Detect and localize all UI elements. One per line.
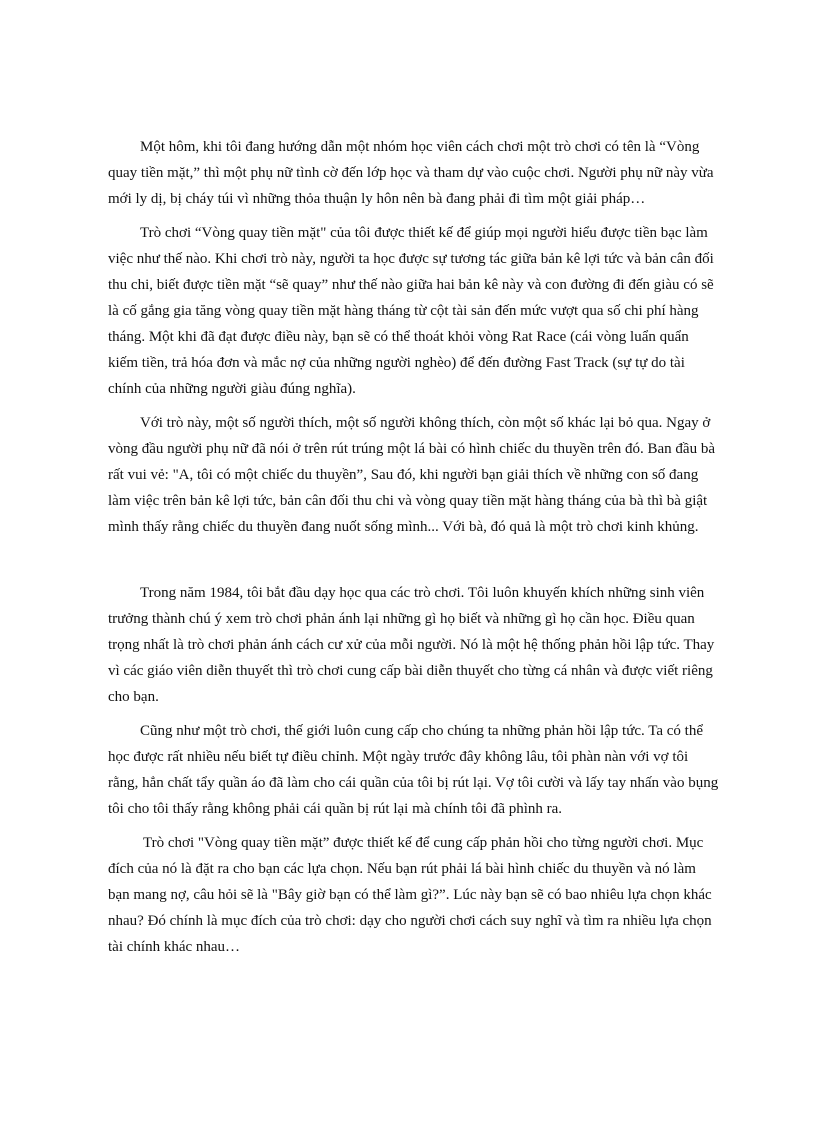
paragraph-world-feedback: Cũng như một trò chơi, thế giới luôn cung cấp cho chúng ta những phản hồi lập tức. Ta có thể học được rất nhiều nếu biết tự điều chỉnh. Một ngày trước đây không lâu, tôi phàn nàn với vợ tôi rằng, hẳn chất tẩy quần áo đã làm cho cái quần của tôi bị rút lại. Vợ tôi cười và lấy tay nhấn vào bụng tôi cho tôi thấy rằng không phải cái quần bị rút lại mà chính tôi đã phình ra. [108, 723, 719, 817]
paragraph-yacht-story: Với trò này, một số người thích, một số người không thích, còn một số khác lại bỏ qua. Ngay ở vòng đầu người phụ nữ đã nói ở trên rút trúng một lá bài có hình chiếc du thuyền trên đó. Ban đầu bà rất vui vẻ: "A, tôi có một chiếc du thuyền”, Sau đó, khi người bạn giải thích về những con số đang làm việc trên bản kê lợi tức, bản cân đối thu chi và vòng quay tiền mặt hàng tháng của bà thì bà giật mình thấy rằng chiếc du thuyền đang nuốt sống mình... Với bà, đó quả là một trò chơi kinh khủng. [108, 415, 715, 535]
paragraph-game-description: Trò chơi “Vòng quay tiền mặt" của tôi được thiết kế để giúp mọi người hiểu được tiền bạc làm việc như thế nào. Khi chơi trò này, người ta học được sự tương tác giữa bản kê lợi tức và bản cân đối thu chi, biết được tiền mặt “sẽ quay” như thế nào giữa hai bản kê này và con đường đi đến giàu có sẽ là cố gắng gia tăng vòng quay tiền mặt hàng tháng từ cột tài sản đến mức vượt qua số chi phí hàng tháng. Một khi đã đạt được điều này, bạn sẽ có thể thoát khỏi vòng Rat Race (cái vòng luẩn quẩn kiếm tiền, trả hóa đơn và mắc nợ của những người nghèo) để đến đường Fast Track (sự tự do tài chính của những người giàu đúng nghĩa). [108, 225, 714, 397]
paragraph-intro: Một hôm, khi tôi đang hướng dẫn một nhóm học viên cách chơi một trò chơi có tên là “Vòng quay tiền mặt,” thì một phụ nữ tình cờ đến lớp học và tham dự vào cuộc chơi. Người phụ nữ này vừa mới ly dị, bị cháy túi vì những thỏa thuận ly hôn nên bà đang phải đi tìm một giải pháp… [108, 139, 714, 207]
paragraph-game-purpose: Trò chơi "Vòng quay tiền mặt” được thiết kế để cung cấp phản hồi cho từng người chơi. Mục đích của nó là đặt ra cho bạn các lựa chọn. Nếu bạn rút phải lá bài hình chiếc du thuyền và nó làm bạn mang nợ, câu hỏi sẽ là "Bây giờ bạn có thể làm gì?”. Lúc này bạn sẽ có bao nhiêu lựa chọn khác nhau? Đó chính là mục đích của trò chơi: dạy cho người chơi cách suy nghĩ và tìm ra nhiều lựa chọn tài chính khác nhau… [108, 835, 712, 955]
document-page [108, 134, 720, 960]
paragraph-teaching-1984: Trong năm 1984, tôi bắt đầu dạy học qua các trò chơi. Tôi luôn khuyến khích những sinh viên trưởng thành chú ý xem trò chơi phản ánh lại những gì họ biết và những gì họ cần học. Điều quan trọng nhất là trò chơi phản ánh cách cư xử của mỗi người. Nó là một hệ thống phản hồi lập tức. Thay vì các giáo viên diễn thuyết thì trò chơi cung cấp bài diễn thuyết cho từng cá nhân và được viết riêng cho bạn. [108, 585, 715, 705]
